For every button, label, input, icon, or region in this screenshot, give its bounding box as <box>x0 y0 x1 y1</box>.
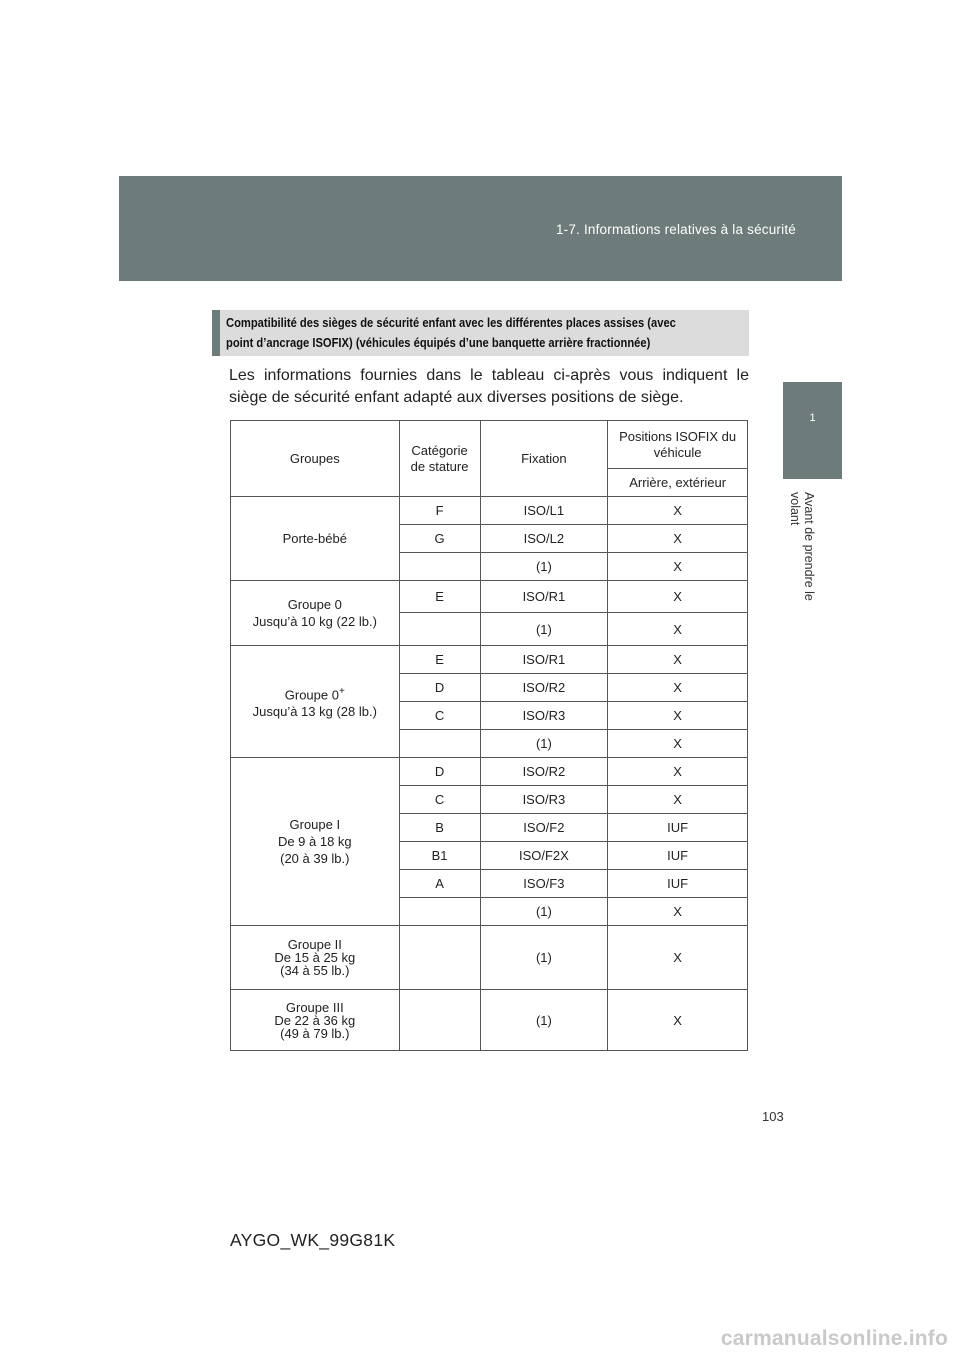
group-label <box>231 926 400 990</box>
size-cell <box>399 730 480 758</box>
fixation-cell: ISO/L2 <box>480 525 608 553</box>
fixation-cell: (1) <box>480 730 608 758</box>
size-cell: G <box>399 525 480 553</box>
group-label: Porte-bébé <box>231 497 400 581</box>
rear-cell: IUF <box>608 870 748 898</box>
size-cell <box>399 553 480 581</box>
group-line: (20 à 39 lb.) <box>280 851 350 866</box>
header-groups: Groupes <box>231 421 400 497</box>
chapter-label: Avant de prendre le volant <box>788 492 816 601</box>
document-code: AYGO_WK_99G81K <box>230 1230 396 1250</box>
section-heading-line2: point d’ancrage ISOFIX) (véhicules équipés d’une banquette arrière fractionnée) <box>226 335 651 350</box>
header-section-title: 1-7. Informations relatives à la sécurité <box>555 222 796 237</box>
fixation-cell: ISO/F2X <box>480 842 608 870</box>
group-line: Groupe II <box>287 937 342 952</box>
group-label <box>231 990 400 1051</box>
size-cell: A <box>399 870 480 898</box>
rear-cell: X <box>608 581 748 613</box>
chapter-number: 1 <box>809 412 816 424</box>
page-number: 103 <box>762 1109 784 1124</box>
group-line-text: Groupe 0 <box>284 687 339 703</box>
group-label <box>231 581 400 646</box>
rear-cell: X <box>608 730 748 758</box>
rear-cell: X <box>608 702 748 730</box>
group-line: De 22 à 36 kg <box>274 1012 356 1028</box>
fixation-cell: ISO/R2 <box>480 674 608 702</box>
size-cell <box>399 926 480 990</box>
size-cell: B1 <box>399 842 480 870</box>
header-band <box>119 176 842 281</box>
section-heading-line1: Compatibilité des sièges de sécurité enfant avec les différentes places assises (avec <box>226 315 676 330</box>
group-line: Jusqu’à 13 kg (28 lb.) <box>252 704 377 720</box>
size-cell: B <box>399 814 480 842</box>
fixation-cell: (1) <box>480 990 608 1051</box>
fixation-cell: (1) <box>480 553 608 581</box>
isofix-compatibility-table <box>230 420 748 1051</box>
rear-cell: X <box>608 497 748 525</box>
group-label <box>231 646 400 758</box>
size-cell: C <box>399 786 480 814</box>
rear-cell: X <box>608 553 748 581</box>
group-line: Jusqu’à 10 kg (22 lb.) <box>252 614 377 629</box>
group-superscript: + <box>338 685 345 697</box>
fixation-cell: ISO/R2 <box>480 758 608 786</box>
rear-cell: IUF <box>608 814 748 842</box>
size-cell <box>399 990 480 1051</box>
size-cell: D <box>399 674 480 702</box>
fixation-cell: ISO/F2 <box>480 814 608 842</box>
rear-cell: X <box>608 758 748 786</box>
group-line: Groupe III <box>285 999 344 1015</box>
group-line: (49 à 79 lb.) <box>280 1025 350 1041</box>
size-cell <box>399 898 480 926</box>
intro-paragraph: Les informations fournies dans le tableau ci-après vous indiquent le siège de sécurité enfant adapté aux diverses positions de siège. <box>229 367 749 406</box>
size-cell: C <box>399 702 480 730</box>
rear-cell: X <box>608 613 748 646</box>
fixation-cell: ISO/R1 <box>480 581 608 613</box>
header-size-category: Catégorie de stature <box>399 421 480 497</box>
group-line: Groupe 0 <box>287 597 342 612</box>
fixation-cell: ISO/R1 <box>480 646 608 674</box>
rear-cell: X <box>608 786 748 814</box>
rear-cell: IUF <box>608 842 748 870</box>
fixation-cell: (1) <box>480 926 608 990</box>
rear-cell: X <box>608 926 748 990</box>
fixation-cell: (1) <box>480 898 608 926</box>
fixation-cell: ISO/L1 <box>480 497 608 525</box>
chapter-tab <box>783 382 842 479</box>
header-rear-outer: Arrière, extérieur <box>608 469 748 497</box>
group-line <box>234 683 396 703</box>
watermark: carmanualsonline.info <box>720 1327 948 1350</box>
group-line: De 15 à 25 kg <box>274 950 356 965</box>
header-fixation: Fixation <box>480 421 608 497</box>
rear-cell: X <box>608 898 748 926</box>
fixation-cell: (1) <box>480 613 608 646</box>
group-line: De 9 à 18 kg <box>277 834 352 849</box>
rear-cell: X <box>608 990 748 1051</box>
section-heading <box>212 310 749 356</box>
fixation-cell: ISO/R3 <box>480 702 608 730</box>
rear-cell: X <box>608 674 748 702</box>
group-line: Groupe I <box>289 817 341 832</box>
size-cell: E <box>399 646 480 674</box>
group-label <box>231 758 400 926</box>
header-positions: Positions ISOFIX du véhicule <box>608 421 748 469</box>
size-cell: F <box>399 497 480 525</box>
rear-cell: X <box>608 525 748 553</box>
size-cell: D <box>399 758 480 786</box>
fixation-cell: ISO/F3 <box>480 870 608 898</box>
fixation-cell: ISO/R3 <box>480 786 608 814</box>
rear-cell: X <box>608 646 748 674</box>
group-line: (34 à 55 lb.) <box>280 963 350 978</box>
size-cell <box>399 613 480 646</box>
size-cell: E <box>399 581 480 613</box>
